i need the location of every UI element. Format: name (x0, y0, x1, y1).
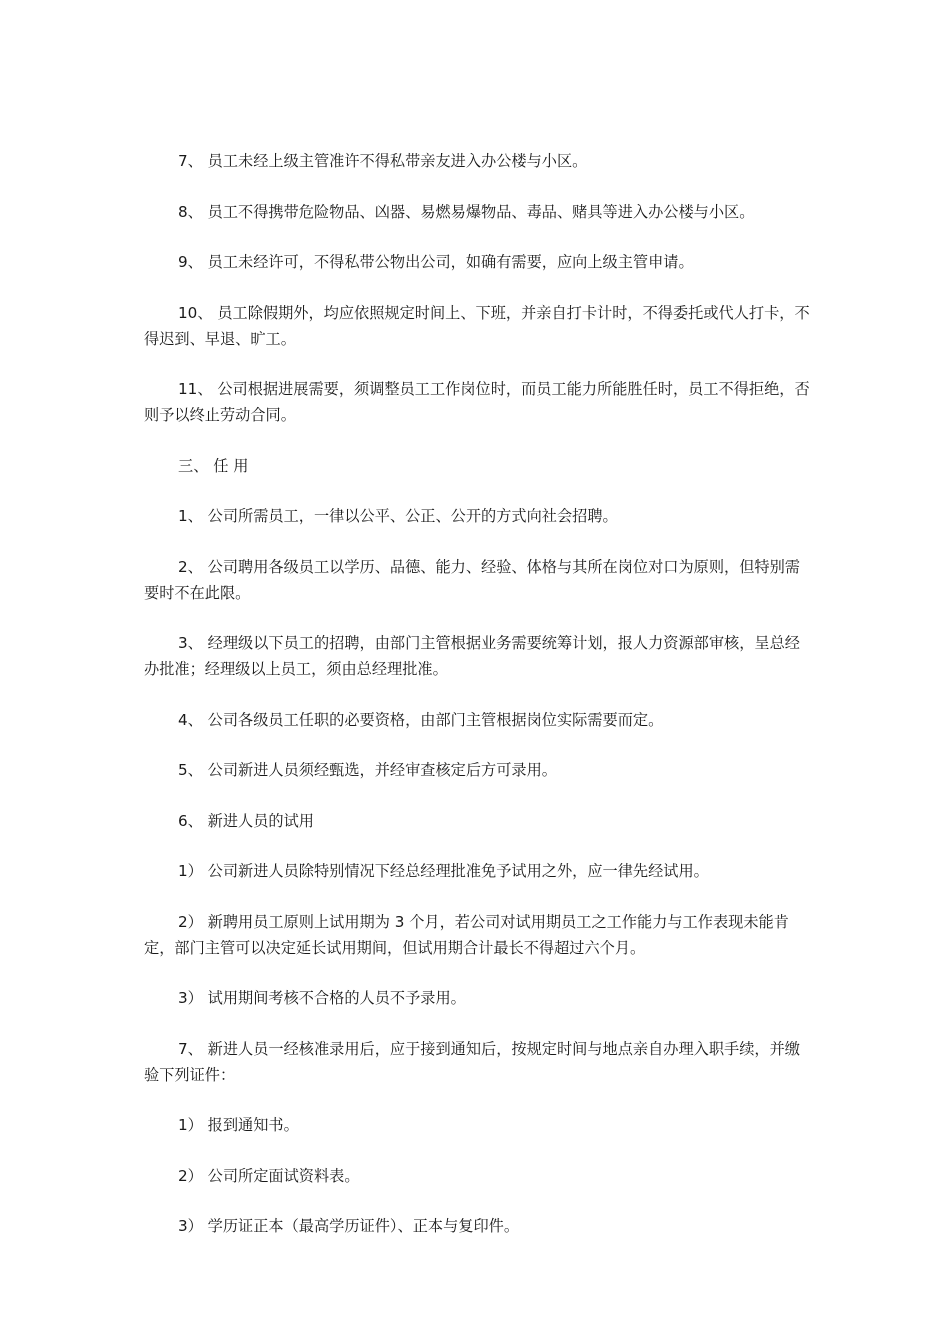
document-body (144, 148, 812, 1264)
paragraph-item-5-screening: 5、 公司新进人员须经甄选，并经审查核定后方可录用。 (178, 761, 557, 779)
paragraph-item-7-visitors: 7、 员工未经上级主管准许不得私带亲友进入办公楼与小区。 (178, 152, 588, 170)
paragraph-item-3-approval: 3、 经理级以下员工的招聘，由部门主管根据业务需要统筹计划，报人力资源部审核，呈总经办批准；经理级以上员工，须由总经理批准。 (144, 634, 800, 678)
paragraph-item-6-probation-heading: 6、 新进人员的试用 (178, 811, 314, 830)
paragraph-item-2-hiring-principle: 2、 公司聘用各级员工以学历、品德、能力、经验、体格与其所在岗位对口为原则，但特别需要时不在此限。 (144, 557, 800, 602)
paragraph-item-7-onboarding: 7、 新进人员一经核准录用后，应于接到通知后，按规定时间与地点亲自办理入职手续，并缴验下列证件： (144, 1039, 800, 1084)
paragraph-item-1-recruitment: 1、 公司所需员工，一律以公平、公正、公开的方式向社会招聘。 (178, 507, 618, 525)
section-heading-employment: 三、 任 用 (178, 456, 249, 475)
paragraph-subitem-3-diploma: 3） 学历证正本（最高学历证件）、正本与复印件。 (178, 1217, 520, 1235)
paragraph-item-9-company-property: 9、 员工未经许可，不得私带公物出公司，如确有需要，应向上级主管申请。 (178, 253, 694, 271)
paragraph-subitem-2-probation-period: 2） 新聘用员工原则上试用期为 3 个月，若公司对试用期员工之工作能力与工作表现未能肯定，部门主管可以决定延长试用期间，但试用期合计最长不得超过六个月。 (144, 912, 789, 957)
paragraph-subitem-1-probation-required: 1） 公司新进人员除特别情况下经总经理批准免予试用之外，应一律先经试用。 (178, 862, 709, 880)
paragraph-item-10-attendance: 10、 员工除假期外，均应依照规定时间上、下班，并亲自打卡计时，不得委托或代人打卡，不得迟到、早退、旷工。 (144, 303, 810, 348)
paragraph-subitem-2-interview-form: 2） 公司所定面试资料表。 (178, 1166, 360, 1185)
paragraph-item-11-reassignment: 11、 公司根据进展需要，须调整员工工作岗位时，而员工能力所能胜任时，员工不得拒绝，否则予以终止劳动合同。 (144, 380, 810, 424)
paragraph-subitem-3-probation-fail: 3） 试用期间考核不合格的人员不予录用。 (178, 989, 466, 1007)
paragraph-item-8-dangerous-items: 8、 员工不得携带危险物品、凶器、易燃易爆物品、毒品、赌具等进入办公楼与小区。 (178, 202, 755, 221)
paragraph-item-4-qualifications: 4、 公司各级员工任职的必要资格，由部门主管根据岗位实际需要而定。 (178, 710, 664, 729)
paragraph-subitem-1-notice: 1） 报到通知书。 (178, 1116, 299, 1134)
